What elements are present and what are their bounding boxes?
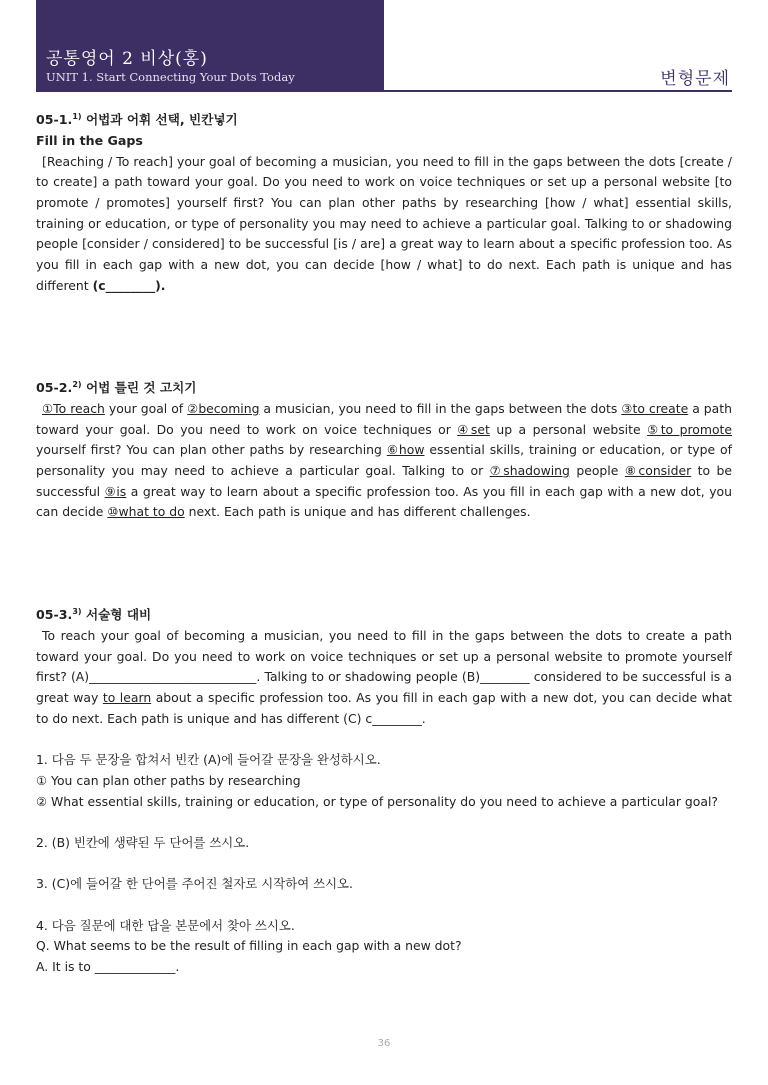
section-3 <box>36 602 732 978</box>
section-2 <box>36 375 732 523</box>
header-divider <box>36 90 732 92</box>
question-3: 3. (C)에 들어갈 한 단어를 주어진 철자로 시작하여 쓰시오. <box>36 876 353 892</box>
section-1-passage: [Reaching / To reach] your goal of becoming a musician, you need to fill in the gaps between the dots [create / to create] a path toward your goal. Do you need to work on voice techniques or set up a personal website [to promote / promotes] yourself first? You can plan other paths by researching [how / what] essential skills, training or education, or type of personality you may need to achieve a particular goal. Talking to or shadowing people [consider / considered] to be successful [is / are] a great way to learn about a specific profession too. As you fill in each gap with a new dot, you can decide [how / what] to do next. Each path is unique and has different (c________). <box>36 153 732 293</box>
question-1-option-1: ① You can plan other paths by researching <box>36 772 301 788</box>
section-1 <box>36 107 732 297</box>
question-4-a: A. It is to _____________. <box>36 959 180 975</box>
section-2-heading: 05-2.$^{2)}$ 어법 틀린 것 고치기 <box>36 380 197 396</box>
header-subtitle: UNIT 1. Start Connecting Your Dots Today <box>46 70 295 84</box>
section-2-passage: ①To reach your goal of ②becoming a musician, you need to fill in the gaps between the dots ③to create a path toward your goal. Do you need to work on voice techniques or ④set up a personal website ⑤to promote yourself first? You can plan other paths by researching ⑥how essential skills, training or education, or type of personality you may need to achieve a particular goal. Talking to or ⑦shadowing people ⑧consider to be successful ⑨is a great way to learn about a specific profession too. As you fill in each gap with a new dot, you can decide ⑩what to do next. Each path is unique and has different challenges. <box>36 400 733 520</box>
section-3-heading: 05-3.$^{3)}$ 서술형 대비 <box>36 607 152 623</box>
blank-c: (c________). <box>92 277 166 293</box>
page-number: 36 <box>377 1038 391 1049</box>
section-1-subheading: Fill in the Gaps <box>36 132 143 148</box>
section-1-heading: 05-1.$^{1)}$ 어법과 어휘 선택, 빈칸넣기 <box>36 112 238 128</box>
header-title: 공통영어 2 비상(홍) <box>46 49 208 69</box>
question-1: 1. 다음 두 문장을 합쳐서 빈칸 (A)에 들어갈 문장을 완성하시오. <box>36 752 381 768</box>
question-4: 4. 다음 질문에 대한 답을 본문에서 찾아 쓰시오. <box>36 917 295 933</box>
question-2: 2. (B) 빈칸에 생략된 두 단어를 쓰시오. <box>36 834 250 850</box>
question-1-option-2: ② What essential skills, training or education, or type of personality do you need to achieve a particular goal? <box>36 793 718 809</box>
header-label: 변형문제 <box>660 69 730 89</box>
section-3-passage: To reach your goal of becoming a musician, you need to fill in the gaps between the dots to create a path toward your goal. Do you need to work on voice techniques or set up a personal website to promote yourself first? (A)___________________________. Talking to or shadowing people (B)________ considered to be successful is a great way to learn about a specific profession too. As you fill in each gap with a new dot, you can decide what to do next. Each path is unique and has different (C) c________. <box>36 627 733 726</box>
question-4-q: Q. What seems to be the result of filling in each gap with a new dot? <box>36 938 462 954</box>
